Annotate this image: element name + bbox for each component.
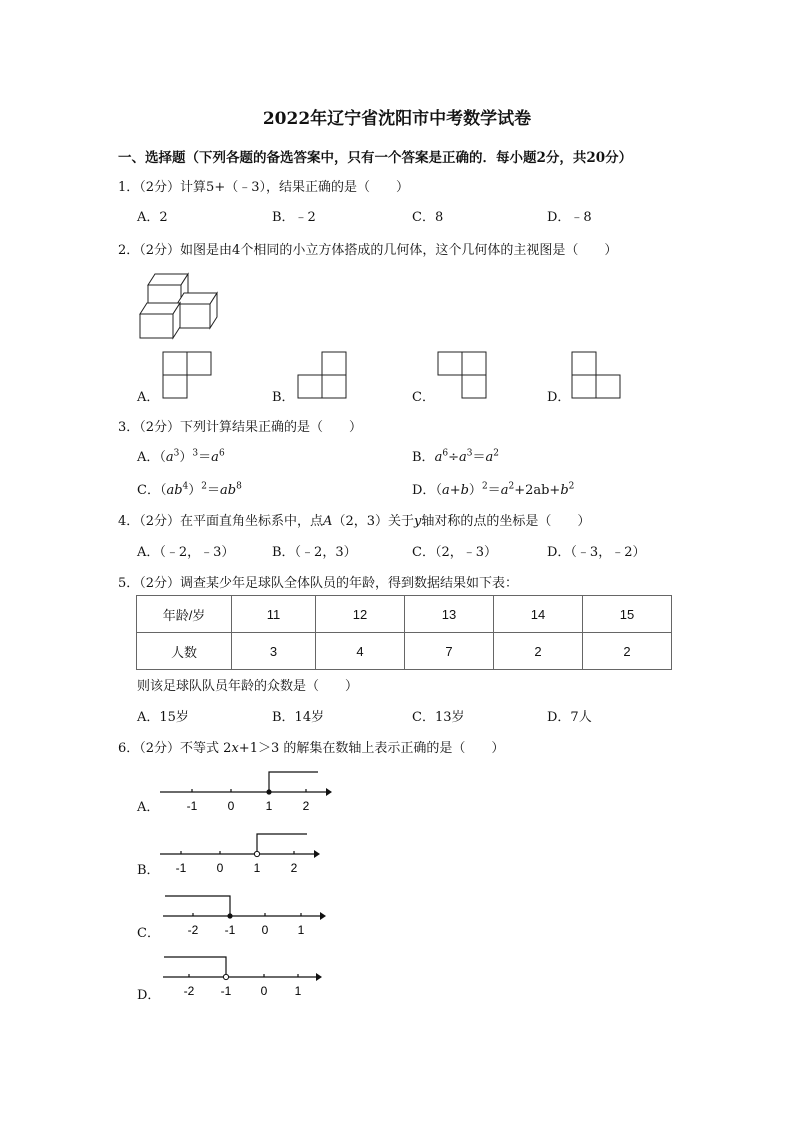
q3-option-d[interactable] [412,479,574,498]
number-line-c [160,892,335,940]
q3-d-b: b [560,483,569,498]
q3-d-close: ） [468,483,482,498]
q3-c-eq: ＝ [207,483,221,498]
tick-label: 2 [302,799,310,813]
q3-a-letter: A． [137,450,160,465]
q3-d-exp3: 2 [568,481,575,492]
q3-b-letter: B． [412,450,435,465]
tick-label: -2 [183,984,195,998]
tick-label: -2 [187,923,199,937]
table-row [137,596,672,633]
table-cell: 13 [405,596,494,633]
q3-c-text1: ab [166,483,183,498]
q3-a-base2: a [211,450,219,465]
q3-a-exp1: 3 [173,448,180,459]
q3-a-open: （ [159,450,166,465]
q4-stem [118,510,590,529]
q4-option-a[interactable]: A．（﹣2，﹣3） [137,545,235,560]
q2-option-b[interactable]: B． [272,390,295,405]
q1-option-c[interactable]: C．8 [412,210,444,225]
q3-d-exp1: 2 [481,481,488,492]
q4-axis: y [413,514,422,529]
tick-label: 1 [297,923,305,937]
q2-option-d[interactable]: D． [547,390,571,405]
tick-label: 0 [216,861,224,875]
section-heading: 一、选择题（下列各题的备选答案中，只有一个答案是正确的．每小题2分，共20分） [118,150,633,166]
table-cell: 7 [405,633,494,670]
number-line-a [160,768,335,816]
q4-option-d[interactable]: D．（﹣3，﹣2） [547,545,646,560]
tick-label: 1 [265,799,273,813]
q3-stem: 3．（2分）下列计算结果正确的是（ ） [118,420,363,435]
q6-stem-pre: 6．（2分）不等式 2 [118,741,232,756]
q4-option-c[interactable]: C．（2，﹣3） [412,545,497,560]
q4-point: A [323,514,333,529]
q4-stem-post: 轴对称的点的坐标是（ ） [421,514,591,529]
q3-b-exp2: 3 [466,448,473,459]
q3-d-eq: ＝ [487,483,501,498]
q3-a-base1: a [165,450,174,465]
table-header-age: 年龄/岁 [137,596,232,633]
q6-option-d[interactable]: D． [137,988,161,1003]
q1-option-b[interactable]: B．﹣2 [272,210,316,225]
table-cell: 4 [316,633,405,670]
table-cell: 11 [232,596,316,633]
q3-b-base3: a [485,450,494,465]
q5-option-d[interactable]: D．7人 [547,710,592,725]
tick-label: -1 [220,984,232,998]
number-line-d [160,953,335,1001]
q5-follow: 则该足球队队员年龄的众数是（ ） [137,679,359,694]
q3-c-exp3: 8 [236,481,242,492]
q3-b-exp1: 6 [442,448,449,459]
q2-d-view [572,352,622,400]
q3-option-c[interactable] [137,479,242,498]
q1-stem: 1．（2分）计算5+（﹣3），结果正确的是（ ） [118,180,409,195]
q3-c-exp2: 2 [201,481,208,492]
q3-a-exp2: 3 [192,448,199,459]
q3-b-exp3: 2 [493,448,499,459]
q3-c-text2: ab [220,483,237,498]
q6-stem [118,737,504,756]
cube-solid-figure [137,268,217,342]
table-cell: 3 [232,633,316,670]
q3-c-exp1: 4 [182,481,189,492]
q1-option-d[interactable]: D．﹣8 [547,210,592,225]
tick-label: -1 [224,923,236,937]
q5-stem: 5．（2分）调查某少年足球队全体队员的年龄，得到数据结果如下表： [118,576,519,591]
q2-stem: 2．（2分）如图是由4个相同的小立方体搭成的几何体，这个几何体的主视图是（ ） [118,243,618,258]
q3-a-eq: ＝ [198,450,212,465]
q2-option-a[interactable]: A． [137,390,160,405]
q3-c-open: （ [159,483,167,498]
table-header-count: 人数 [137,633,232,670]
q5-option-b[interactable]: B．14岁 [272,710,325,725]
q6-option-c[interactable]: C． [137,926,160,941]
q3-b-op: ÷ [448,450,459,465]
q6-stem-post: +1＞3 的解集在数轴上表示正确的是（ ） [238,741,505,756]
q3-b-eq: ＝ [472,450,486,465]
q6-var: x [231,741,239,756]
tick-label: 0 [261,923,269,937]
tick-label: 2 [290,861,298,875]
q6-option-a[interactable]: A． [137,800,160,815]
q2-c-view [438,352,488,400]
q3-b-base2: a [458,450,467,465]
tick-label: 1 [294,984,302,998]
q3-d-a: a [500,483,509,498]
exam-title: 2022年辽宁省沈阳市中考数学试卷 [262,109,532,129]
tick-label: 1 [253,861,261,875]
q3-b-base1: a [434,450,443,465]
q3-d-text1: a+b [441,483,469,498]
q3-d-open: （ [435,483,442,498]
q2-a-view [163,352,213,400]
q4-option-b[interactable]: B．（﹣2，3） [272,545,357,560]
age-table [136,595,672,670]
q4-stem-mid: （2，3）关于 [332,514,414,529]
table-cell: 2 [494,633,583,670]
q3-d-exp2: 2 [508,481,515,492]
table-cell: 2 [583,633,672,670]
q3-c-close: ） [188,483,202,498]
table-row [137,633,672,670]
q5-option-c[interactable]: C．13岁 [412,710,465,725]
q3-d-mid: +2ab+ [514,483,561,498]
tick-label: 0 [227,799,235,813]
q3-d-letter: D． [412,483,436,498]
q5-option-a[interactable]: A．15岁 [137,710,189,725]
q4-stem-pre: 4．（2分）在平面直角坐标系中，点 [118,514,324,529]
q3-option-a[interactable] [137,446,225,465]
number-line-b [160,830,335,878]
table-cell: 14 [494,596,583,633]
q6-option-b[interactable]: B． [137,863,160,878]
tick-label: -1 [175,861,187,875]
q1-option-a[interactable]: A．2 [137,210,168,225]
q3-a-exp3: 6 [218,448,225,459]
tick-label: 0 [260,984,268,998]
q3-a-close: ） [179,450,193,465]
q3-option-b[interactable] [412,446,499,465]
tick-label: -1 [186,799,198,813]
table-cell: 15 [583,596,672,633]
q2-option-c[interactable]: C． [412,390,435,405]
table-cell: 12 [316,596,405,633]
q3-c-letter: C． [137,483,160,498]
q2-b-view [298,352,348,400]
